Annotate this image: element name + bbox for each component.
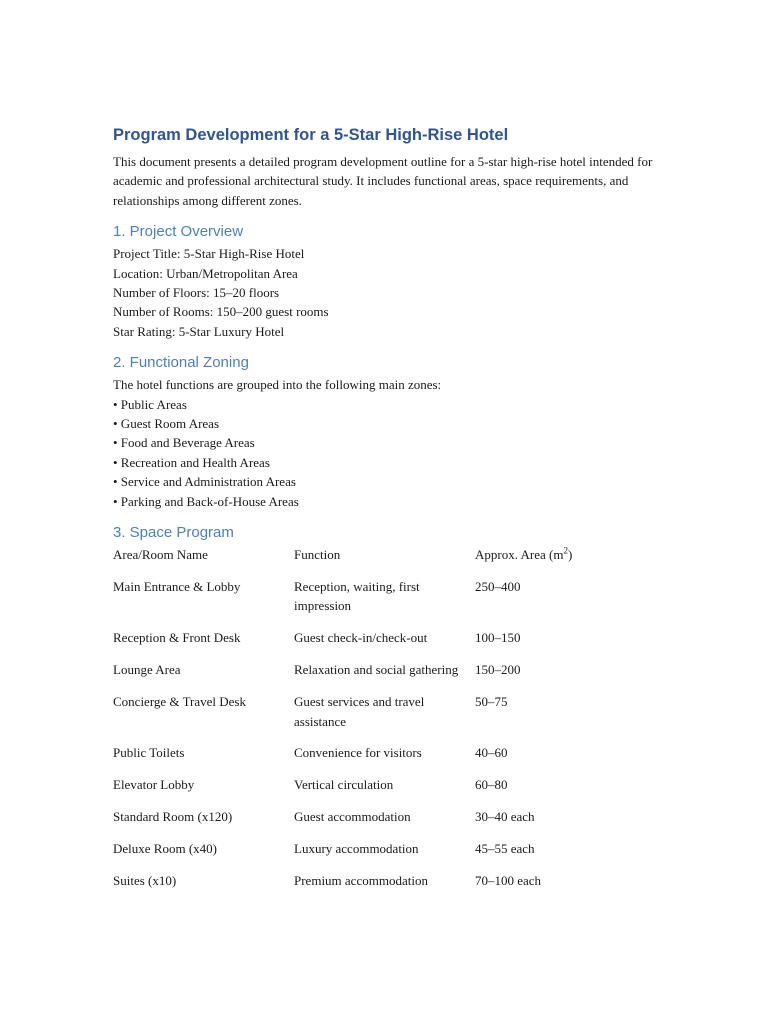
table-row — [113, 839, 635, 871]
header-cell-function: Function — [294, 547, 341, 563]
project-overview-section — [113, 222, 673, 341]
header-cell-name: Area/Room Name — [113, 547, 208, 563]
cell-function: Reception, waiting, first impression — [294, 579, 420, 614]
cell-area-name: Concierge & Travel Desk — [113, 694, 246, 710]
table-row — [113, 628, 635, 660]
cell-area-name: Reception & Front Desk — [113, 630, 241, 646]
overview-line: Number of Rooms: 150–200 guest rooms — [113, 304, 329, 320]
overview-line: Star Rating: 5-Star Luxury Hotel — [113, 323, 285, 339]
overview-line: Project Title: 5-Star High-Rise Hotel — [113, 246, 305, 262]
table-row — [113, 775, 635, 807]
space-program-heading: 3. Space Program — [113, 524, 234, 542]
cell-area: 150–200 — [475, 662, 521, 678]
table-row — [113, 871, 635, 903]
document-title: Program Development for a 5-Star High-Rise Hotel — [113, 126, 509, 144]
cell-function: Guest check-in/check-out — [294, 630, 428, 646]
cell-area-name: Main Entrance & Lobby — [113, 579, 241, 594]
zoning-heading: 2. Functional Zoning — [113, 354, 249, 372]
cell-function: Luxury accommodation — [294, 841, 419, 857]
table-row — [113, 807, 635, 839]
intro-paragraph: This document presents a detailed program development outline for a 5-star high-rise hotel intended for academic and professional architectural study. It includes functional areas, space requirements, and relationships among different zones. — [113, 154, 653, 208]
cell-area: 60–80 — [475, 777, 508, 793]
cell-area: 40–60 — [475, 745, 508, 761]
overview-line: Location: Urban/Metropolitan Area — [113, 265, 298, 281]
overview-heading: 1. Project Overview — [113, 223, 244, 241]
cell-area-name: Suites (x10) — [113, 873, 177, 889]
zoning-list-item: • Guest Room Areas — [113, 416, 220, 432]
space-program-table — [113, 545, 635, 903]
cell-area-name: Deluxe Room (x40) — [113, 841, 217, 857]
cell-area: 45–55 each — [475, 841, 535, 857]
cell-function: Guest services and travel assistance — [294, 694, 425, 729]
table-row — [113, 660, 635, 692]
cell-function: Convenience for visitors — [294, 745, 422, 761]
table-row — [113, 692, 635, 743]
functional-zoning-section — [113, 353, 673, 511]
cell-function: Premium accommodation — [294, 873, 428, 889]
cell-function: Guest accommodation — [294, 809, 411, 825]
table-header-row — [113, 545, 635, 577]
overview-line: Number of Floors: 15–20 floors — [113, 285, 280, 301]
zoning-list-item: • Public Areas — [113, 396, 187, 412]
cell-area: 70–100 each — [475, 873, 542, 889]
zoning-intro: The hotel functions are grouped into the following main zones: — [113, 377, 442, 393]
document-body — [113, 124, 673, 903]
cell-area: 50–75 — [475, 694, 508, 710]
cell-area-name: Standard Room (x120) — [113, 809, 233, 825]
cell-area-name: Public Toilets — [113, 745, 185, 761]
table-row — [113, 577, 635, 628]
header-area-close: ) — [567, 547, 573, 563]
cell-function: Relaxation and social gathering — [294, 662, 459, 678]
header-area-superscript: 2 — [563, 545, 568, 556]
header-area-text: Approx. Area (m — [475, 547, 564, 563]
zoning-list-item: • Service and Administration Areas — [113, 474, 296, 490]
cell-area: 100–150 — [475, 630, 521, 646]
zoning-list-item: • Food and Beverage Areas — [113, 435, 255, 451]
cell-area-name: Elevator Lobby — [113, 777, 195, 793]
cell-area: 250–400 — [475, 579, 521, 594]
zoning-list-item: • Parking and Back-of-House Areas — [113, 493, 299, 509]
header-cell-area — [475, 545, 635, 577]
space-program-section — [113, 523, 673, 903]
cell-function: Vertical circulation — [294, 777, 394, 793]
zoning-list-item: • Recreation and Health Areas — [113, 454, 270, 470]
cell-area-name: Lounge Area — [113, 662, 181, 678]
cell-area: 30–40 each — [475, 809, 535, 825]
table-row — [113, 743, 635, 775]
